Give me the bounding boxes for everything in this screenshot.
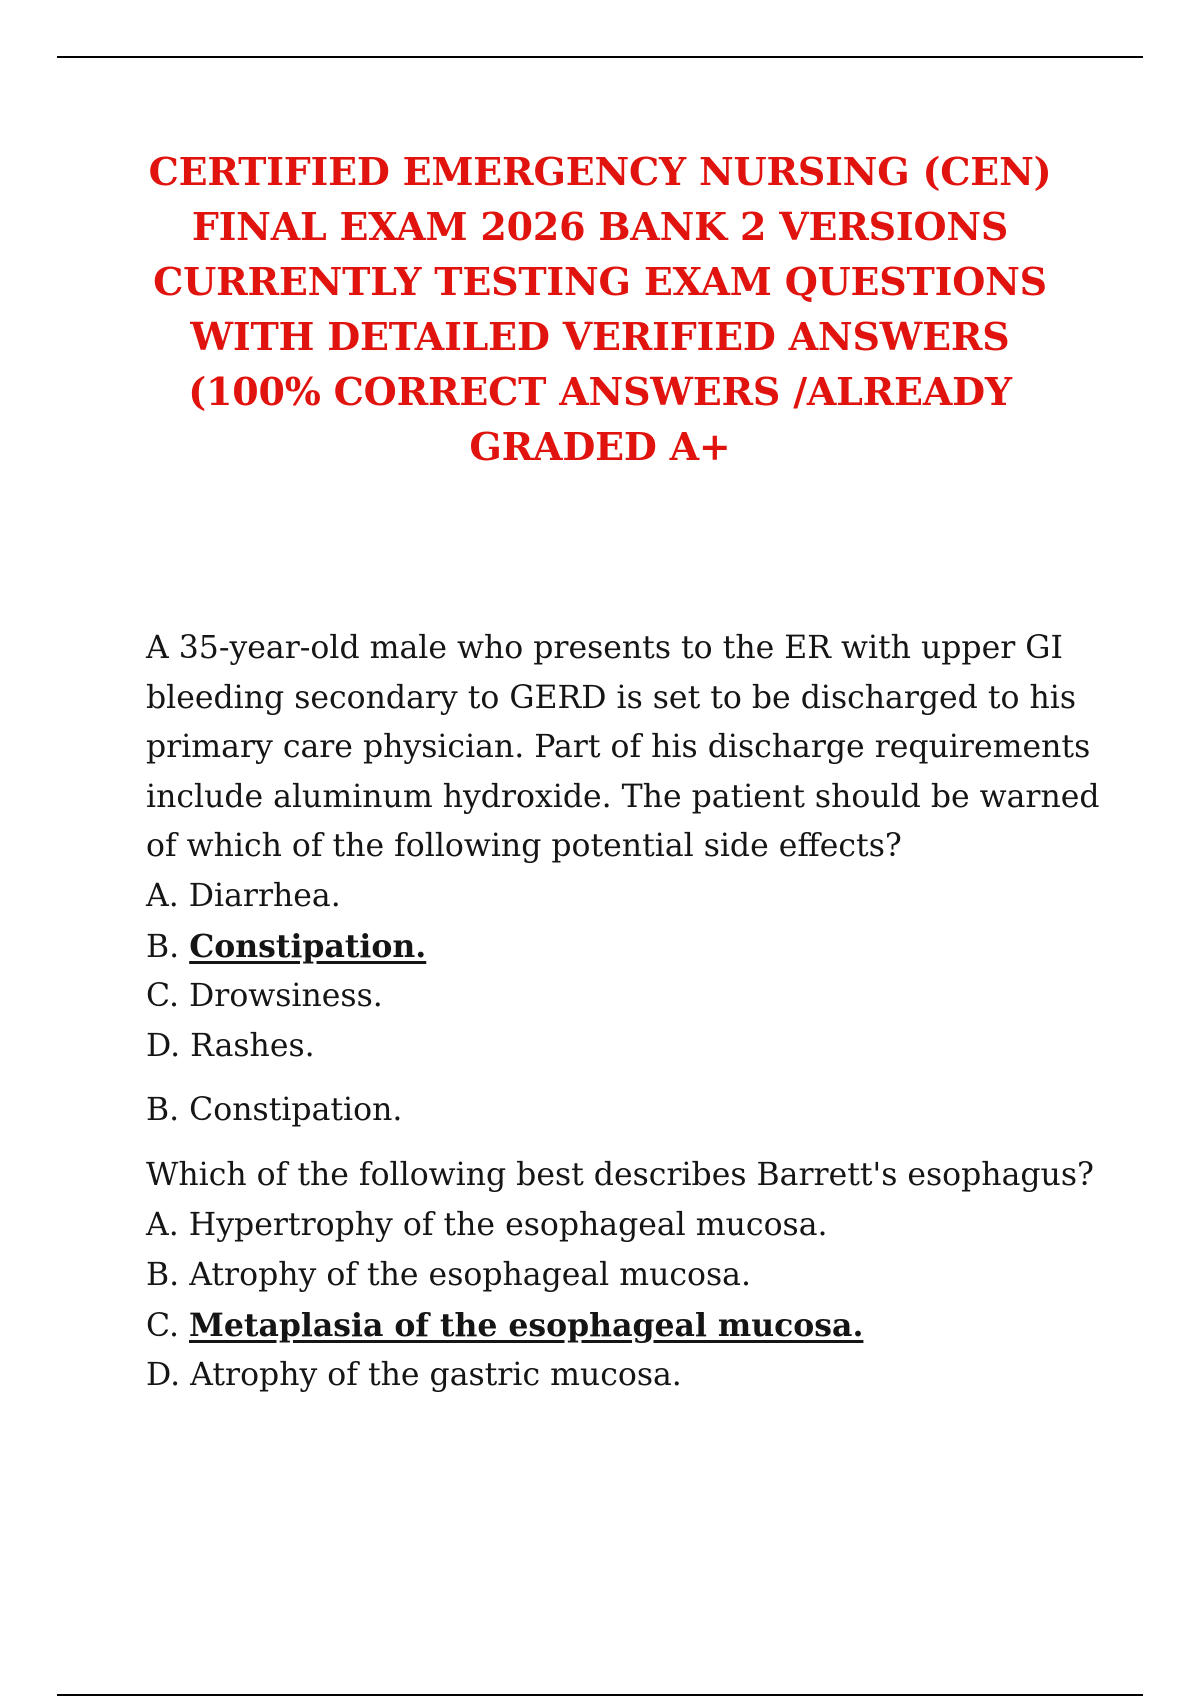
option-letter: C. [146,977,179,1014]
answer-options [146,872,1106,1072]
option-text: Hypertrophy of the esophageal mucosa. [188,1206,828,1243]
question-bank [146,624,1106,1401]
option-a [146,872,1106,922]
option-d [146,1351,1106,1401]
correct-option-text: Constipation. [189,927,427,965]
question-stem: Which of the following best describes Barrett's esophagus? [146,1157,1094,1193]
option-text: Atrophy of the esophageal mucosa. [189,1256,751,1293]
answer-options [146,1201,1106,1401]
document-title: CERTIFIED EMERGENCY NURSING (CEN) FINAL EXAM 2026 BANK 2 VERSIONS CURRENTLY TESTING EXAM QUESTIONS WITH DETAILED VERIFIED ANSWERS (100% CORRECT ANSWERS /ALREADY GRADED A+ [148,149,1052,469]
option-text: Diarrhea. [188,877,341,914]
option-letter: A. [146,1206,179,1243]
option-b [146,922,1106,972]
option-c [146,972,1106,1022]
top-divider [57,56,1143,58]
option-b [146,1251,1106,1301]
option-letter: B. [146,1256,180,1293]
option-d [146,1022,1106,1072]
option-letter: D. [146,1027,181,1064]
question-2 [146,1151,1106,1401]
option-letter: D. [146,1356,181,1393]
option-text: Rashes. [190,1027,315,1064]
option-c [146,1301,1106,1351]
question-1 [146,624,1106,1135]
option-text: Drowsiness. [189,977,383,1014]
correct-option-text: Metaplasia of the esophageal mucosa. [189,1306,864,1344]
option-letter: A. [146,877,179,914]
question-stem: A 35-year-old male who presents to the ER with upper GI bleeding secondary to GERD is set to be discharged to his primary care physician. Part of his discharge requirements include aluminum hydroxide. The patient should be warned of which of the following potential side effects? [146,630,1100,864]
option-text: Atrophy of the gastric mucosa. [190,1356,682,1393]
bottom-divider [57,1694,1143,1696]
option-letter: C. [146,1307,179,1344]
answer-key: B. Constipation. [146,1091,403,1128]
option-letter: B. [146,928,180,965]
option-a [146,1201,1106,1251]
